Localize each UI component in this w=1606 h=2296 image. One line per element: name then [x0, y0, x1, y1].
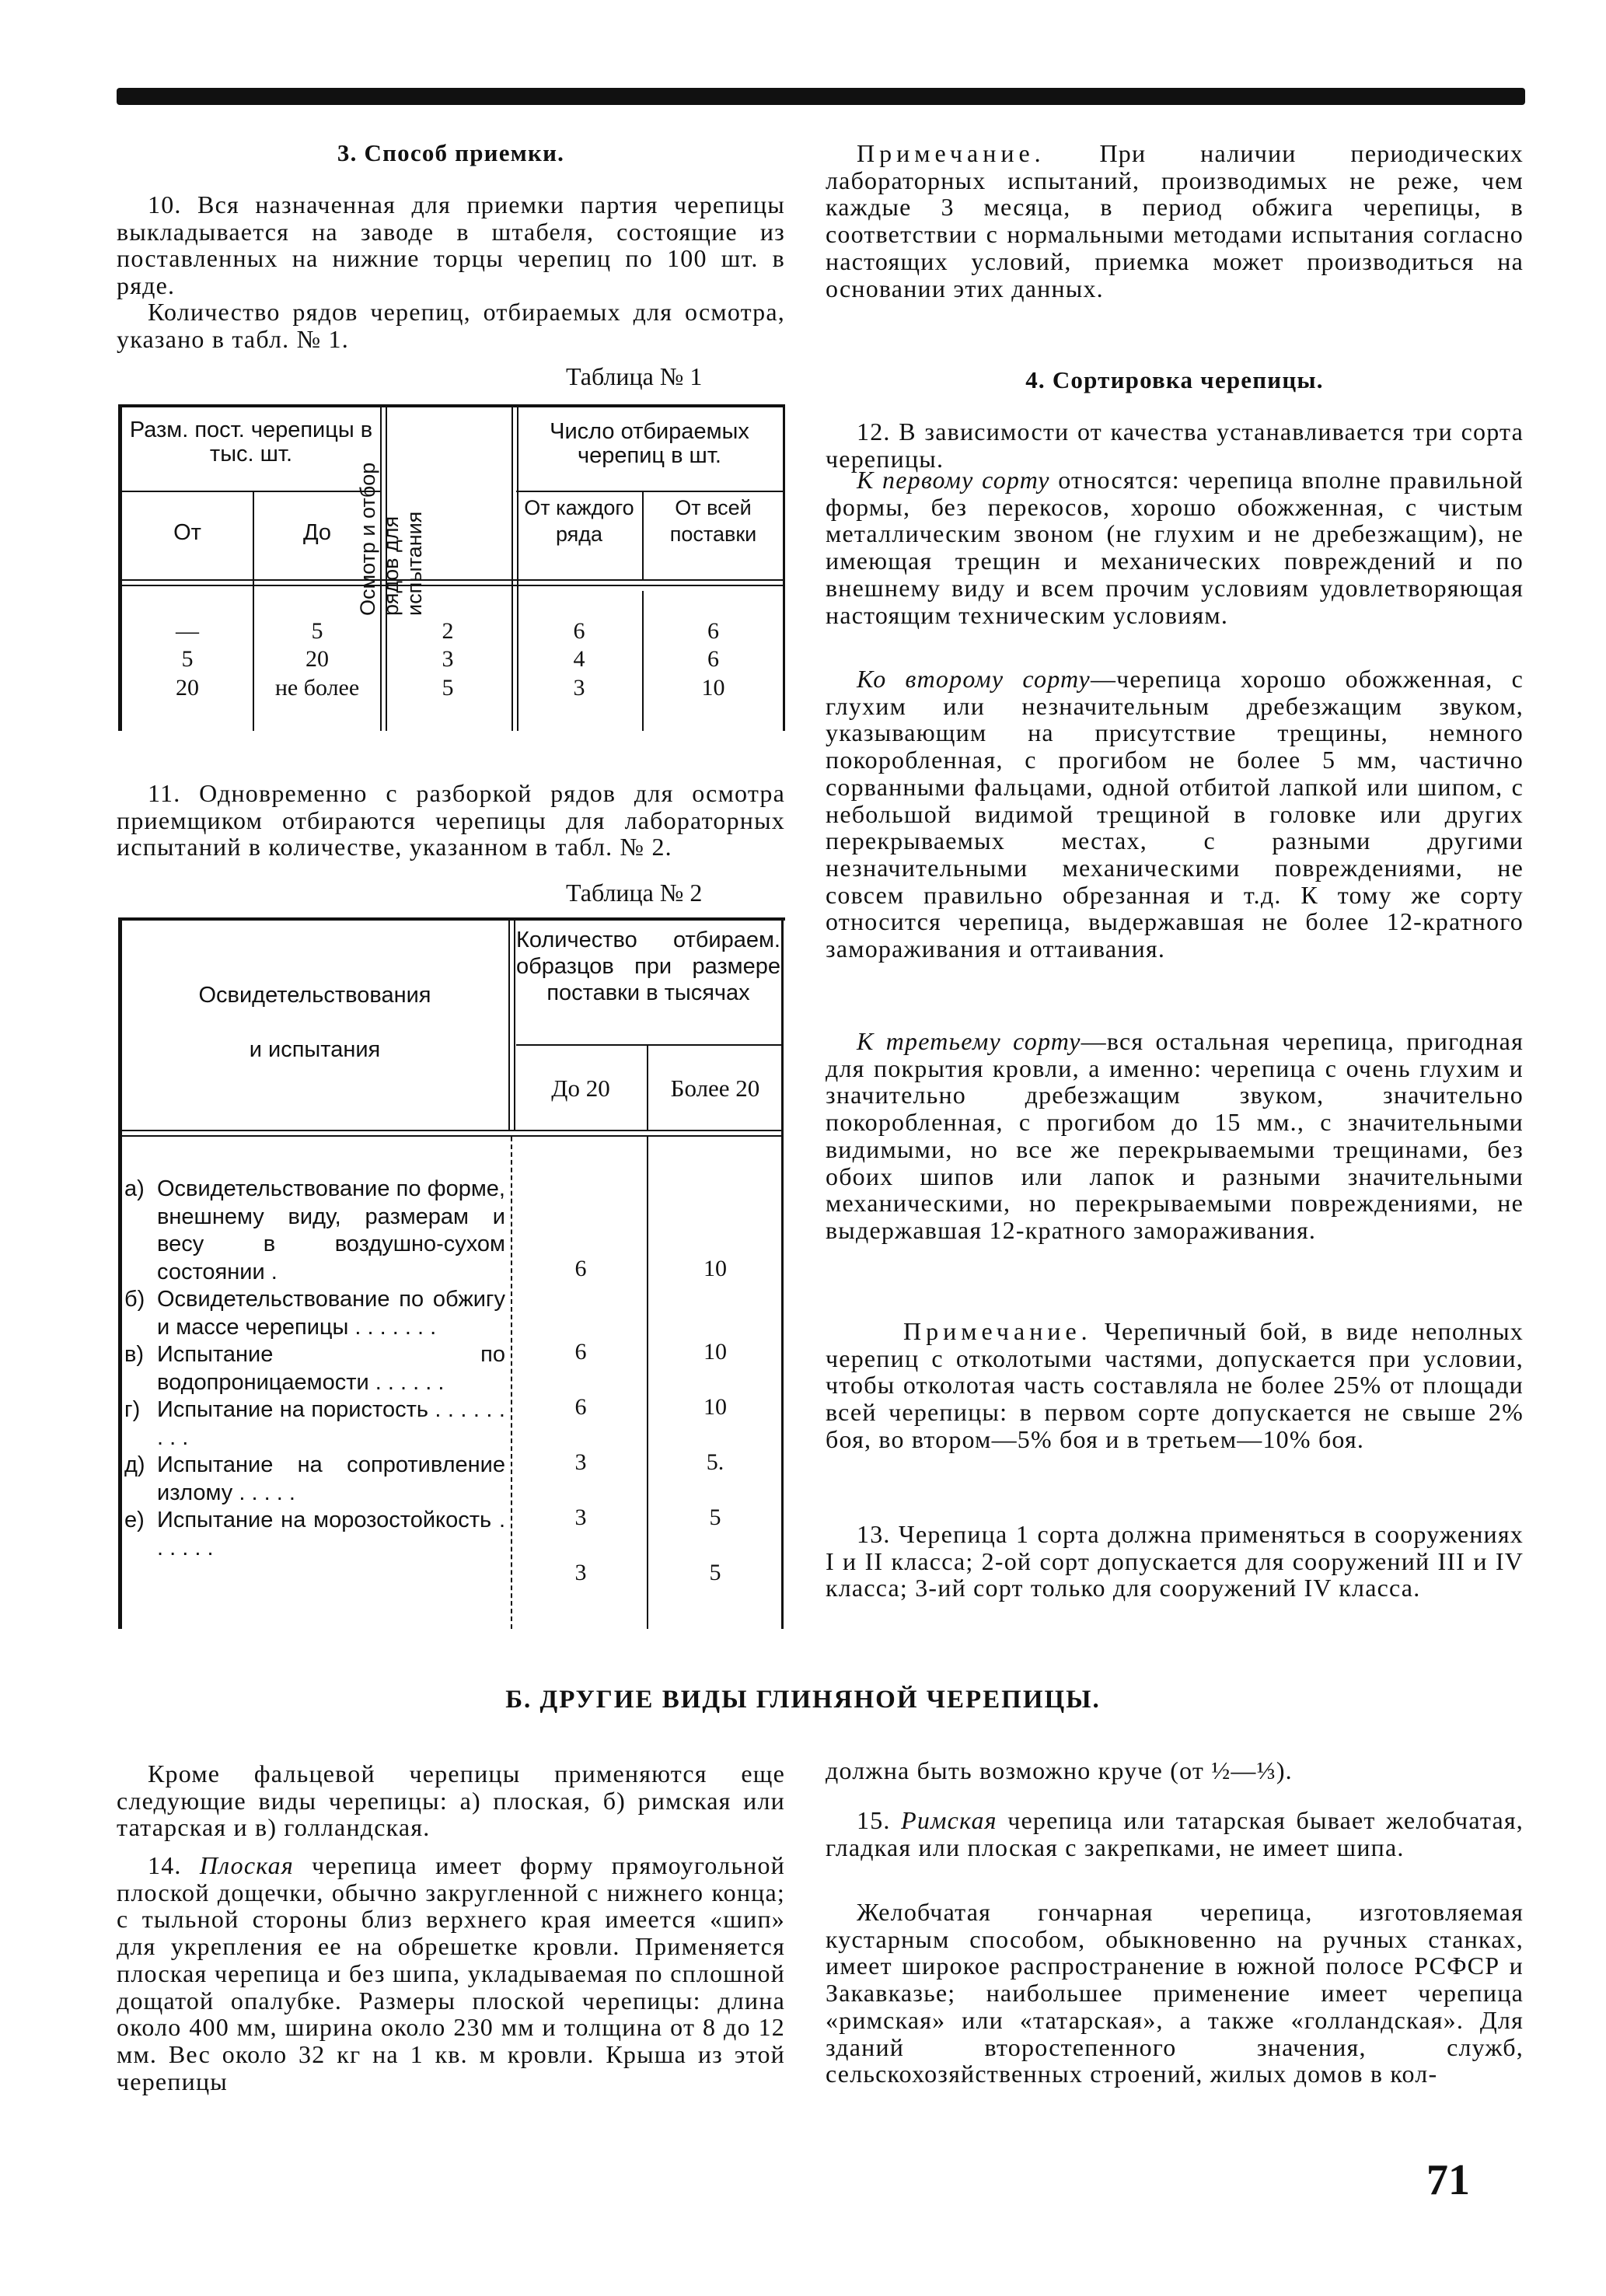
table2-row-letter: е) [124, 1508, 145, 1532]
paragraph-14-number: 14. [148, 1851, 200, 1879]
note-1-label: Примечание. [857, 139, 1046, 167]
table2-row-letter: б) [124, 1287, 145, 1312]
table1-cell-rows: 2 [442, 618, 454, 644]
note-2 [826, 1318, 1524, 1453]
second-grade-label: Ко второму сорту [857, 665, 1091, 693]
table1-header-to: До [302, 520, 332, 545]
table2-header-over20: Более 20 [670, 1075, 760, 1102]
table2-header-upto20: До 20 [551, 1075, 610, 1102]
table2-row [124, 1396, 505, 1452]
table1-header-count: Число отбираемых черепиц в шт. [550, 419, 749, 468]
table1-cell-each: 3 [573, 675, 585, 701]
table2-cell-over20: 10 [703, 1339, 727, 1365]
section-b-heading: Б. ДРУГИЕ ВИДЫ ГЛИНЯНОЙ ЧЕРЕПИЦЫ. [505, 1686, 1101, 1714]
section-heading-sorting: 4. Сортировка черепицы. [1025, 366, 1324, 393]
table1-header-from: От [173, 520, 201, 545]
roman-tile-label: Римская [901, 1806, 997, 1834]
table1-header-inspect: Осмотр и отбор рядов для испытания [356, 462, 426, 616]
table2-cell-over20: 5 [709, 1504, 721, 1530]
note-1 [826, 140, 1524, 302]
table2-row-text: Испытание по водопроницаемости . . . . . . [157, 1342, 505, 1395]
table1-cell-to: 20 [305, 646, 329, 672]
table2-cell-upto20: 6 [574, 1394, 587, 1420]
table2-row-text: Освидетельствование по обжигу и массе черепицы . . . . . . . [157, 1287, 505, 1340]
flat-tile-label: Плоская [199, 1851, 294, 1879]
table2-cell-over20: 5 [709, 1560, 721, 1585]
first-grade-text: относятся: черепица вполне правильной формы, без перекосов, хорошо обожженная, с чистым металлическим звоном (не глухим и не дребезжащим), не имеющая трещин и механических повреждений и по внешнему виду и всем прочим условиям удовлетворяющая настоящим техническим условиям. [826, 466, 1524, 629]
table2-row-text: Испытание на морозостойкость . . . . . . [157, 1508, 505, 1560]
table1-cell-each: 6 [573, 618, 585, 644]
section-heading-acceptance: 3. Способ приемки. [337, 139, 565, 166]
table1-cell-rows: 3 [442, 646, 454, 672]
table2-row [124, 1452, 505, 1507]
table1-header-size: Разм. пост. черепицы в тыс. шт. [129, 418, 373, 467]
table1-cell-to: 5 [311, 618, 323, 644]
table2-cell-upto20: 6 [574, 1339, 587, 1365]
note-2-label: Примечание. [903, 1317, 1092, 1345]
table1-cell-all: 6 [707, 618, 719, 644]
first-grade-label: К первому сорту [857, 466, 1050, 494]
table2-row-text: Испытание на сопротивление излому . . . . . [157, 1452, 505, 1505]
table2-cell-upto20: 3 [574, 1449, 587, 1475]
table2-row-letter: а) [124, 1176, 145, 1201]
table2-header-count: Количество отбираем. образцов при размере поставки в тысячах [516, 928, 780, 1005]
third-grade-label: К третьему сорту [857, 1027, 1081, 1055]
table2-row [124, 1507, 505, 1562]
table1-cell-from: 20 [176, 675, 199, 701]
paragraph-10: 10. Вся назначенная для приемки партия черепицы выкладывается на заводе в штабеля, состоящие из поставленных на нижние торцы черепиц по 100 шт. в ряде. [117, 190, 785, 300]
section-b-intro: Кроме фальцевой черепицы применяются еще следующие виды черепицы: а) плоская, б) римская или татарская и в) голландская. [117, 1760, 785, 1842]
top-rule [117, 88, 1525, 105]
note-2-text: Черепичный бой, в виде неполных черепиц с отколотыми частями, допускается при условии, чтобы отколотая часть составляла не более 25% от площади всей черепицы: в первом сорте допускается не свыше 2% боя, во втором—5% боя и в третьем—10% боя. [826, 1317, 1524, 1453]
table1-header-each-row: От каждого ряда [524, 496, 634, 546]
table2-cell-over20: 10 [703, 1394, 727, 1420]
third-grade-paragraph [826, 1028, 1524, 1244]
paragraph-16: Желобчатая гончарная черепица, изготовляемая кустарным способом, обыкновенно на ручных станках, имеет широкое распространение в южной полосе РСФСР и Закавказье; наибольшее применение имеет черепица «римская» или «татарская», а также «голландская». Для зданий второстепенного значения, служб, сельскохозяйственных строений, жилых домов в кол- [826, 1898, 1524, 2088]
table1-cell-rows: 5 [442, 675, 454, 701]
second-grade-text: —черепица хорошо обожженная, с глухим или незначительным дребезжащим звуком, указывающим на присутствие трещины, немного покоробленная, с прогибом не более 5 мм, частично сорванными фальцами, одной отбитой лапкой или шипом, с небольшой видимой трещиной в головке или других перекрываемых местах, с разными другими незначительными механическими повреждениями, не совсем правильно обрезанная и т.д. К тому же сорту относится черепица, выдержавшая не более 12-кратного замораживания и оттаивания. [826, 665, 1524, 963]
table2-row-letter: г) [124, 1397, 141, 1422]
table1-caption: Таблица № 1 [566, 362, 703, 390]
table2-row [124, 1286, 505, 1341]
note-1-text: При наличии периодических лабораторных испытаний, производимых не реже, чем каждые 3 месяца, в период обжига черепицы, в соответствии с нормальными методами испытания согласно настоящих условий, приемка может производиться на основании этих данных. [826, 139, 1524, 302]
table1-cell-to: не более [274, 675, 360, 701]
table1-cell-all: 6 [707, 646, 719, 672]
paragraph-15-number: 15. [857, 1806, 902, 1834]
table1-cell-from: 5 [181, 646, 194, 672]
paragraph-15 [826, 1807, 1524, 1861]
table2-cell-over20: 5. [706, 1449, 724, 1475]
paragraph-14 [117, 1852, 785, 2095]
table1-cell-each: 4 [573, 646, 585, 672]
paragraph-10b: Количество рядов черепиц, отбираемых для осмотра, указано в табл. № 1. [117, 298, 785, 353]
table2-row-letter: в) [124, 1342, 145, 1367]
paragraph-11: 11. Одновременно с разборкой рядов для осмотра приемщиком отбираются черепицы для лабораторных испытаний в количестве, указанном в табл. № 2. [117, 779, 785, 861]
paragraph-14-continued: должна быть возможно круче (от ½—⅓). [826, 1756, 1293, 1784]
table1-cell-all: 10 [701, 675, 725, 701]
first-grade-paragraph [826, 467, 1524, 628]
paragraph-13: 13. Черепица 1 сорта должна применяться в сооружениях I и II класса; 2-ой сорт допускается для сооружений III и IV класса; 3-ий сорт только для сооружений IV класса. [826, 1520, 1524, 1602]
table2-header-tests-2: и испытания [249, 1037, 381, 1062]
third-grade-text: —вся остальная черепица, пригодная для покрытия кровли, а именно: черепица с очень глухим и значительно дребезжащим звуком, значительно покоробленная, с прогибом до 15 мм., с значительными видимыми, но все же перекрываемыми трещинами, без обоих шипов или лапок и разными значительными механическими, но перекрываемыми повреждениями, не выдержавшая 12-кратного замораживания. [826, 1027, 1524, 1244]
table1-cell-from: — [176, 618, 199, 644]
paragraph-14-text: черепица имеет форму прямоугольной плоской дощечки, обычно закругленной с нижнего конца; с тыльной стороны близ верхнего края имеется «шип» для укрепления ее на обрешетке кровли. Применяется плоская черепица и без шипа, укладываемая по сплошной дощатой опалубке. Размеры плоской черепицы: длина около 400 мм, ширина около 230 мм и толщина от 8 до 12 мм. Вес около 32 кг на 1 кв. м кровли. Крыша из этой черепицы [117, 1851, 785, 2095]
table2-row [124, 1176, 505, 1286]
paragraph-15-text: черепица или татарская бывает желобчатая, гладкая или плоская с закрепками, не имеет шипа. [826, 1806, 1524, 1861]
table1-header-all: От всей поставки [669, 496, 757, 546]
table2-row [124, 1341, 505, 1396]
table2-row-letter: д) [124, 1452, 145, 1477]
paragraph-12: 12. В зависимости от качества устанавливается три сорта черепицы. [826, 418, 1524, 473]
table2-cell-over20: 10 [703, 1256, 727, 1281]
table2-cell-upto20: 6 [574, 1256, 587, 1281]
table2-cell-upto20: 3 [574, 1504, 587, 1530]
page-number: 71 [1426, 2156, 1470, 2204]
table2-header-tests-1: Освидетельствования [198, 983, 431, 1008]
table2-row-text: Освидетельствование по форме, внешнему виду, размерам и весу в воздушно-сухом состоянии . [157, 1176, 505, 1284]
table2-caption: Таблица № 2 [566, 879, 703, 907]
table2-row-text: Испытание на пористость . . . . . . . . . [157, 1397, 505, 1450]
table2-cell-upto20: 3 [574, 1560, 587, 1585]
second-grade-paragraph [826, 666, 1524, 963]
